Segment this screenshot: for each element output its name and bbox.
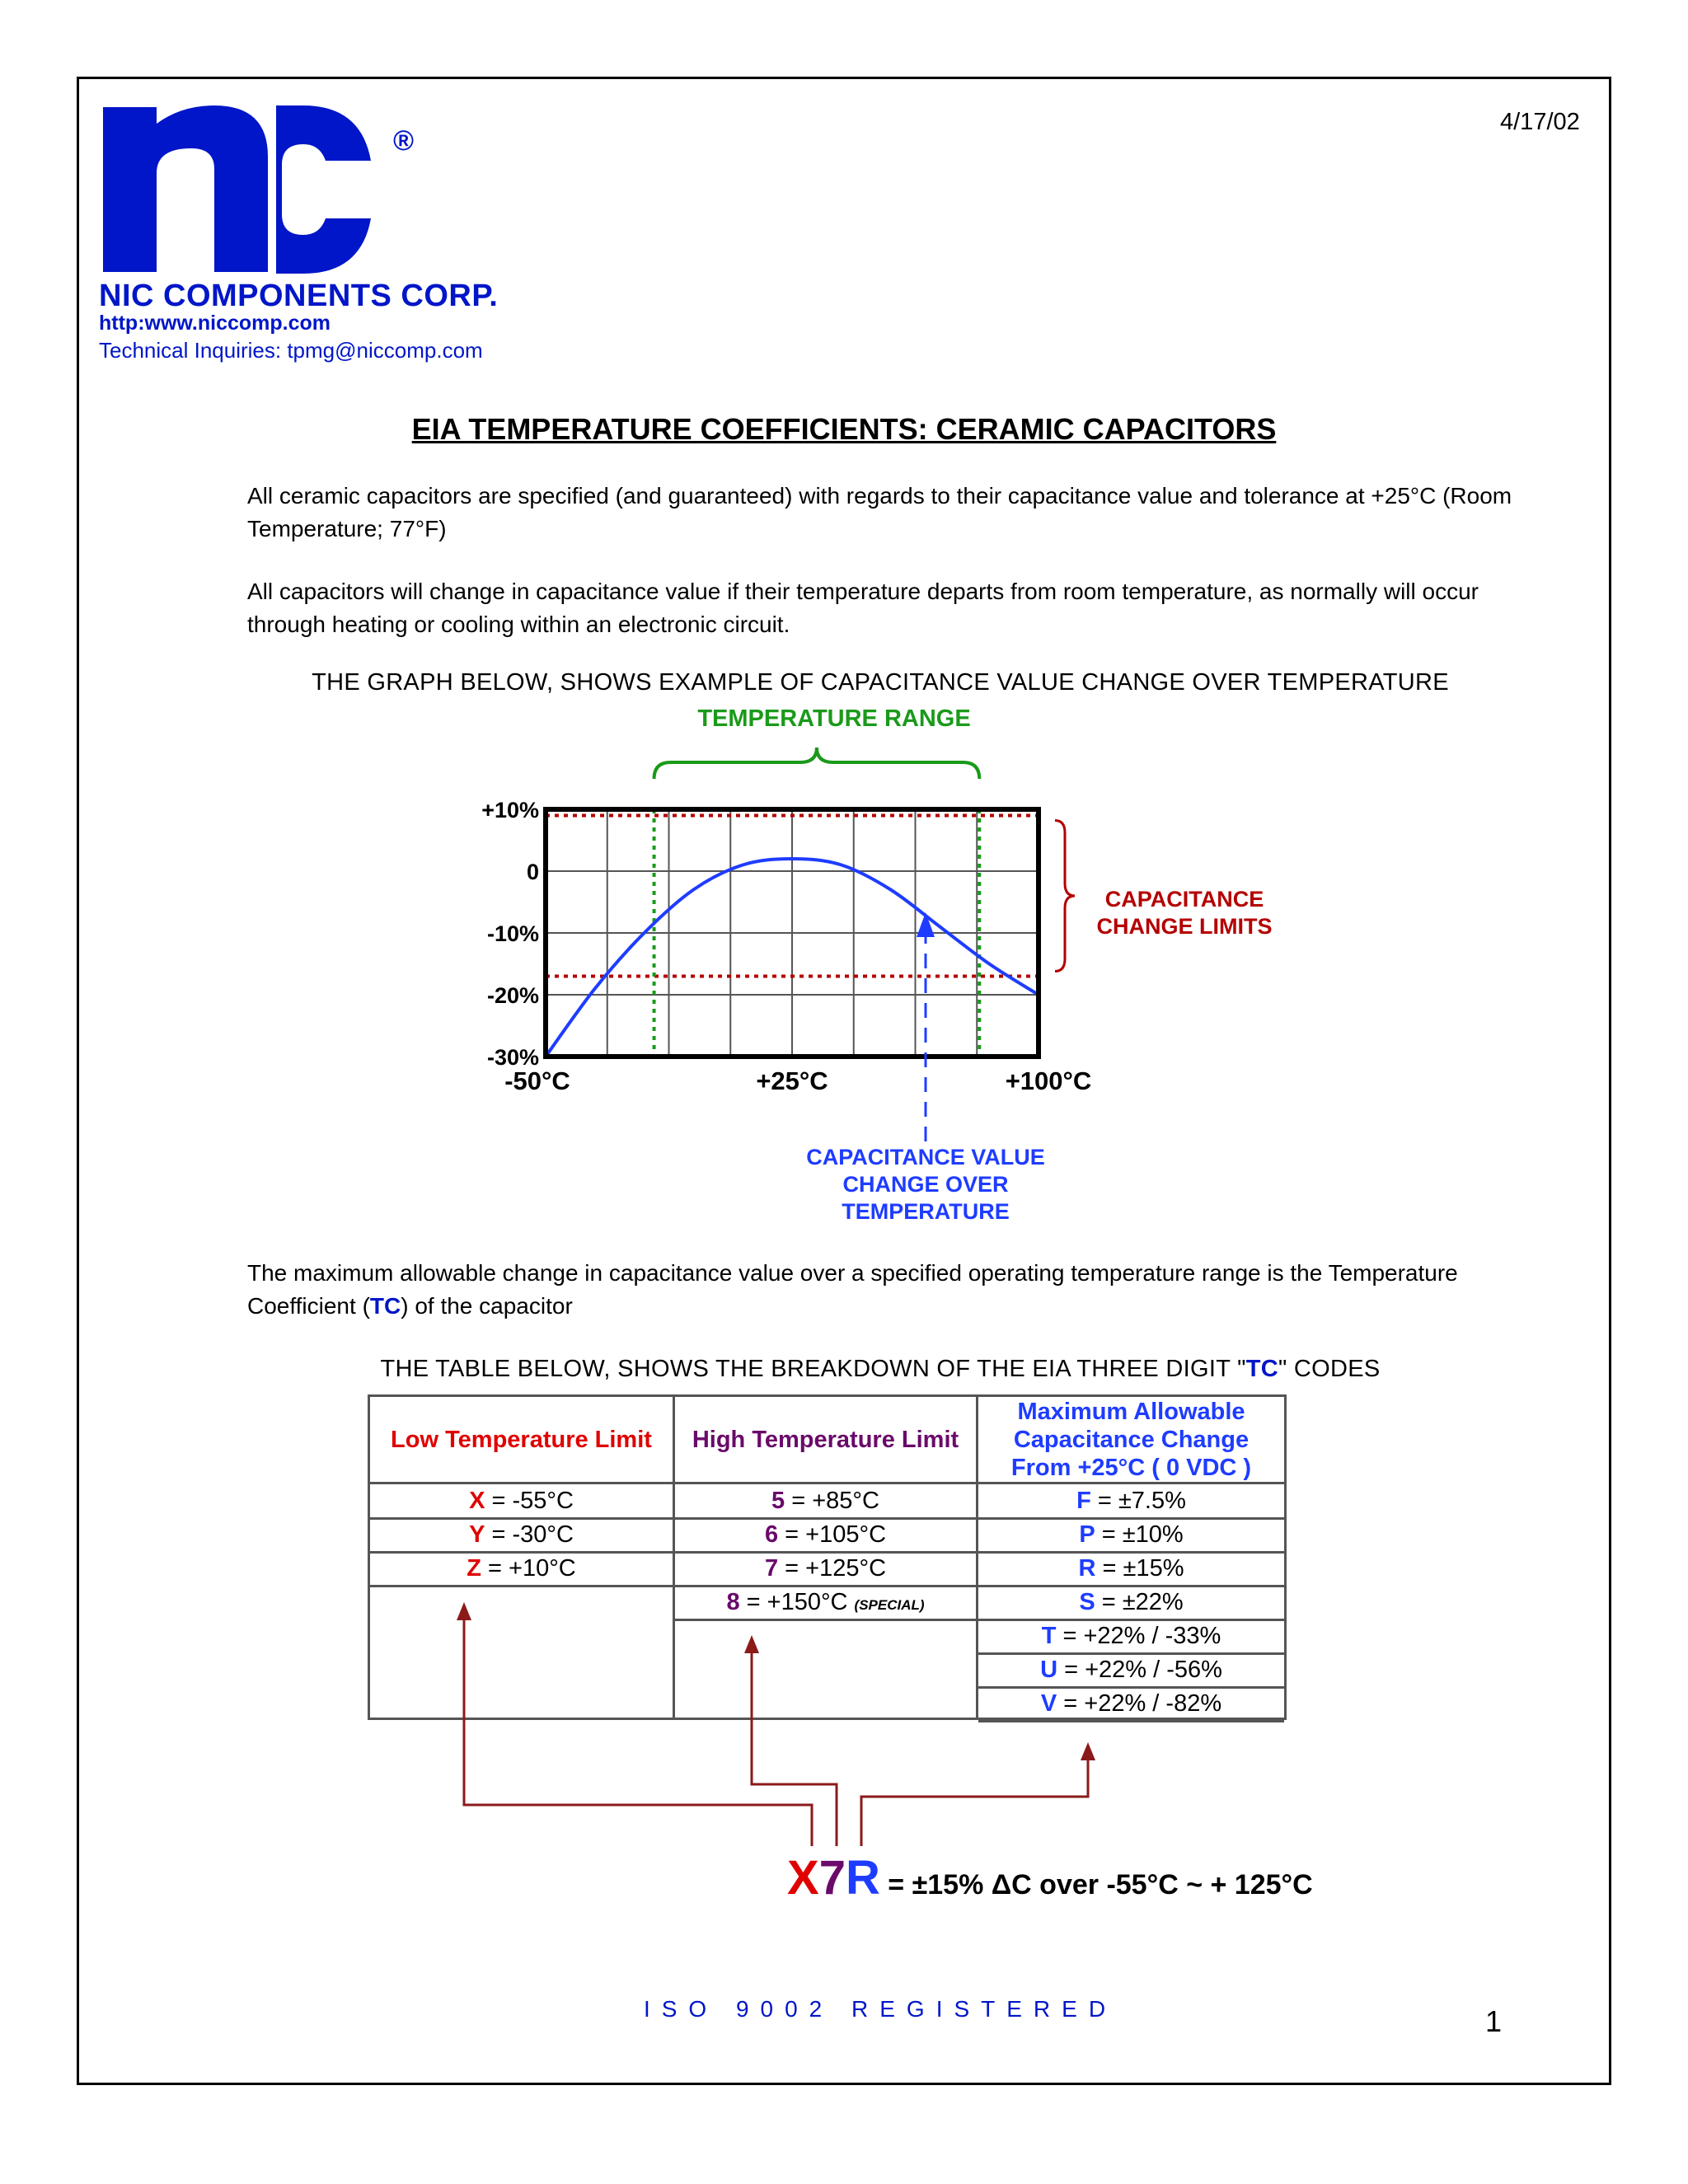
x7r-7: 7 (818, 1851, 846, 1905)
x-tick-labels (504, 1066, 1091, 1095)
chart-grid (546, 809, 1039, 1057)
cap-change-value: = ±10% (1095, 1521, 1184, 1548)
low-temp-code: X (469, 1488, 485, 1514)
high-temp-value: = +125°C (778, 1555, 887, 1582)
cap-change-value: = +22% / -33% (1056, 1623, 1221, 1649)
page-number: 1 (1485, 2004, 1503, 2038)
x7r-r: R (845, 1851, 880, 1905)
graph-caption: THE GRAPH BELOW, SHOWS EXAMPLE OF CAPACITANCE VALUE CHANGE OVER TEMPERATURE (312, 669, 1449, 696)
curve-pointer-arrowhead (917, 912, 935, 937)
x7r-definition: = ±15% ΔC over -55°C ~ + 125°C (879, 1869, 1313, 1900)
technical-inquiries: Technical Inquiries: tpmg@niccomp.com (99, 338, 483, 363)
low-temp-row (370, 1552, 673, 1587)
low-temp-value: = -30°C (485, 1521, 574, 1548)
header-high-temperature: High Temperature Limit (675, 1397, 976, 1484)
cap-change-code: R (1078, 1555, 1096, 1582)
logo-c (276, 105, 371, 274)
header-low-temperature: Low Temperature Limit (370, 1397, 673, 1484)
cap-change-code: T (1041, 1623, 1057, 1649)
cap-change-value: = ±15% (1095, 1555, 1184, 1582)
high-temp-row (675, 1552, 976, 1587)
capacitance-chart (462, 696, 1302, 1240)
x7r-example (787, 1850, 1313, 1905)
high-temp-value: = +85°C (785, 1488, 879, 1514)
cap-change-code: P (1079, 1521, 1095, 1548)
x-tick-label: -50°C (504, 1066, 570, 1095)
low-temp-value: = +10°C (481, 1555, 576, 1582)
y-tick-label: +10% (481, 798, 539, 823)
tc-abbrev: TC (369, 1293, 401, 1319)
p3-text-before: The maximum allowable change in capacitance value over a specified operating temperature range is the Temperature Coefficient ( (247, 1260, 1458, 1319)
limit-brace (1055, 821, 1075, 972)
company-name: NIC COMPONENTS CORP. (99, 279, 499, 313)
low-temp-code: Z (467, 1555, 481, 1582)
arrow-x-to-low (464, 1615, 812, 1846)
cap-change-value: = +22% / -56% (1057, 1657, 1222, 1683)
company-url[interactable]: http:www.niccomp.com (99, 312, 331, 335)
registered-mark: ® (393, 125, 415, 157)
cap-change-row (978, 1518, 1284, 1554)
cap-change-row (978, 1484, 1284, 1520)
high-temp-code: 8 (726, 1589, 740, 1615)
table-caption-before: THE TABLE BELOW, SHOWS THE BREAKDOWN OF THE EIA THREE DIGIT " (380, 1356, 1246, 1382)
curve-label-3: TEMPERATURE (842, 1199, 1010, 1224)
table-caption-after: " CODES (1278, 1356, 1381, 1382)
y-tick-labels (481, 798, 539, 1070)
curve-label-1: CAPACITANCE VALUE (806, 1145, 1045, 1169)
paragraph-tc (247, 1257, 1517, 1323)
cap-change-row (978, 1552, 1284, 1587)
curve-label-2: CHANGE OVER (842, 1172, 1009, 1197)
cap-change-value: = ±7.5% (1090, 1488, 1186, 1514)
high-temp-value: = +150°C (739, 1589, 855, 1615)
arrowhead-high (744, 1635, 759, 1653)
low-temp-row (370, 1484, 673, 1520)
high-temp-code: 7 (764, 1555, 779, 1582)
cap-change-code: S (1079, 1589, 1095, 1615)
high-temp-value: = +105°C (778, 1521, 887, 1548)
x7r-x: X (787, 1851, 819, 1905)
x-tick-label: +25°C (756, 1066, 828, 1095)
high-temp-row (675, 1518, 976, 1554)
logo-n (103, 105, 268, 272)
temperature-range-brace (654, 748, 980, 779)
temperature-range-label: TEMPERATURE RANGE (697, 705, 971, 732)
cap-change-value: = +22% / -82% (1057, 1690, 1222, 1717)
high-temp-row (675, 1484, 976, 1520)
p3-text-after: ) of the capacitor (401, 1293, 573, 1319)
high-temp-note: (SPECIAL) (854, 1597, 925, 1613)
header-capacitance-change: Maximum Allowable Capacitance Change From +25°C ( 0 VDC ) (978, 1397, 1284, 1484)
limits-label-1: CAPACITANCE (1104, 887, 1264, 912)
low-temp-value: = -55°C (485, 1488, 574, 1514)
arrowhead-change (1081, 1742, 1095, 1760)
y-tick-label: -20% (486, 983, 539, 1008)
iso-registered: ISO 9002 REGISTERED (643, 1996, 1118, 2022)
arrowhead-low (457, 1602, 471, 1620)
y-tick-label: 0 (526, 860, 539, 884)
y-tick-label: -30% (486, 1045, 539, 1070)
y-tick-label: -10% (486, 921, 539, 946)
high-temp-code: 6 (764, 1521, 779, 1548)
table-caption-tc: TC (1245, 1356, 1278, 1382)
cap-change-code: V (1040, 1690, 1057, 1717)
arrow-7-to-high (752, 1648, 837, 1846)
low-temp-code: Y (469, 1521, 485, 1548)
cap-change-value: = ±22% (1095, 1589, 1184, 1615)
code-arrows (445, 1599, 1104, 1879)
arrow-r-to-change (861, 1755, 1088, 1846)
x-tick-label: +100°C (1005, 1066, 1092, 1095)
table-caption (0, 1356, 1688, 1383)
limits-label-2: CHANGE LIMITS (1096, 914, 1273, 939)
cap-change-code: F (1076, 1488, 1091, 1514)
paragraph-room-temp: All ceramic capacitors are specified (and guaranteed) with regards to their capacitance value and tolerance at +25°C (Room Temperature; 77°F) (247, 483, 1512, 541)
low-temp-row (370, 1518, 673, 1554)
nic-logo (99, 99, 429, 280)
page-title: EIA TEMPERATURE COEFFICIENTS: CERAMIC CAPACITORS (411, 412, 1277, 446)
paragraph-change: All capacitors will change in capacitance value if their temperature departs from room temperature, as normally will occur through heating or cooling within an electronic circuit. (247, 579, 1479, 637)
high-temp-code: 5 (771, 1488, 785, 1514)
date: 4/17/02 (1500, 109, 1580, 135)
cap-change-code: U (1040, 1657, 1058, 1683)
